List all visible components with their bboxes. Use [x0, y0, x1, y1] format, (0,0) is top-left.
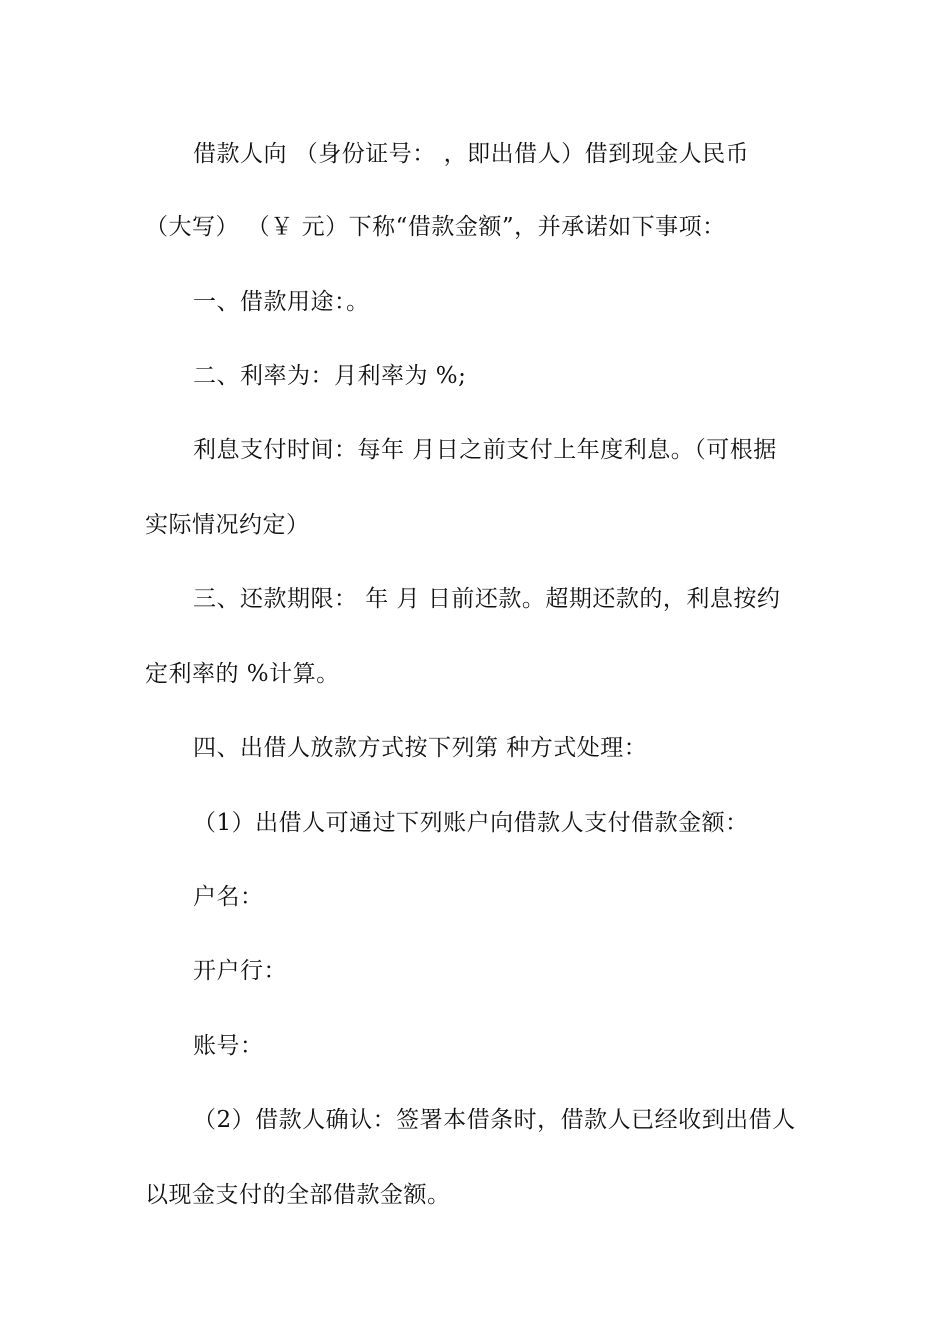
paragraph-line-8: 定利率的 %计算。	[145, 661, 340, 687]
paragraph-line-15: 以现金支付的全部借款金额。	[145, 1182, 451, 1208]
paragraph-line-9: 四、出借人放款方式按下列第 种方式处理：	[193, 735, 648, 761]
paragraph-line-2: （大写） （￥ 元）下称“借款金额”，并承诺如下事项：	[145, 214, 726, 240]
paragraph-line-6: 实际情况约定）	[145, 512, 310, 538]
paragraph-line-3: 一、借款用途：。	[193, 289, 370, 315]
paragraph-line-7: 三、还款期限： 年 月 日前还款。超期还款的，利息按约	[193, 586, 781, 612]
paragraph-line-4: 二、利率为：月利率为 %;	[193, 363, 467, 389]
paragraph-line-12: 开户行：	[193, 958, 287, 984]
paragraph-line-14: （2）借款人确认：签署本借条时，借款人已经收到出借人	[193, 1107, 796, 1133]
paragraph-line-5: 利息支付时间：每年 月日之前支付上年度利息。（可根据	[193, 437, 777, 463]
paragraph-line-13: 账号：	[193, 1033, 264, 1059]
paragraph-line-11: 户名：	[193, 884, 264, 910]
paragraph-line-10: （1）出借人可通过下列账户向借款人支付借款金额：	[193, 810, 749, 836]
paragraph-line-1: 借款人向 （身份证号： ，即出借人）借到现金人民币	[193, 141, 750, 167]
